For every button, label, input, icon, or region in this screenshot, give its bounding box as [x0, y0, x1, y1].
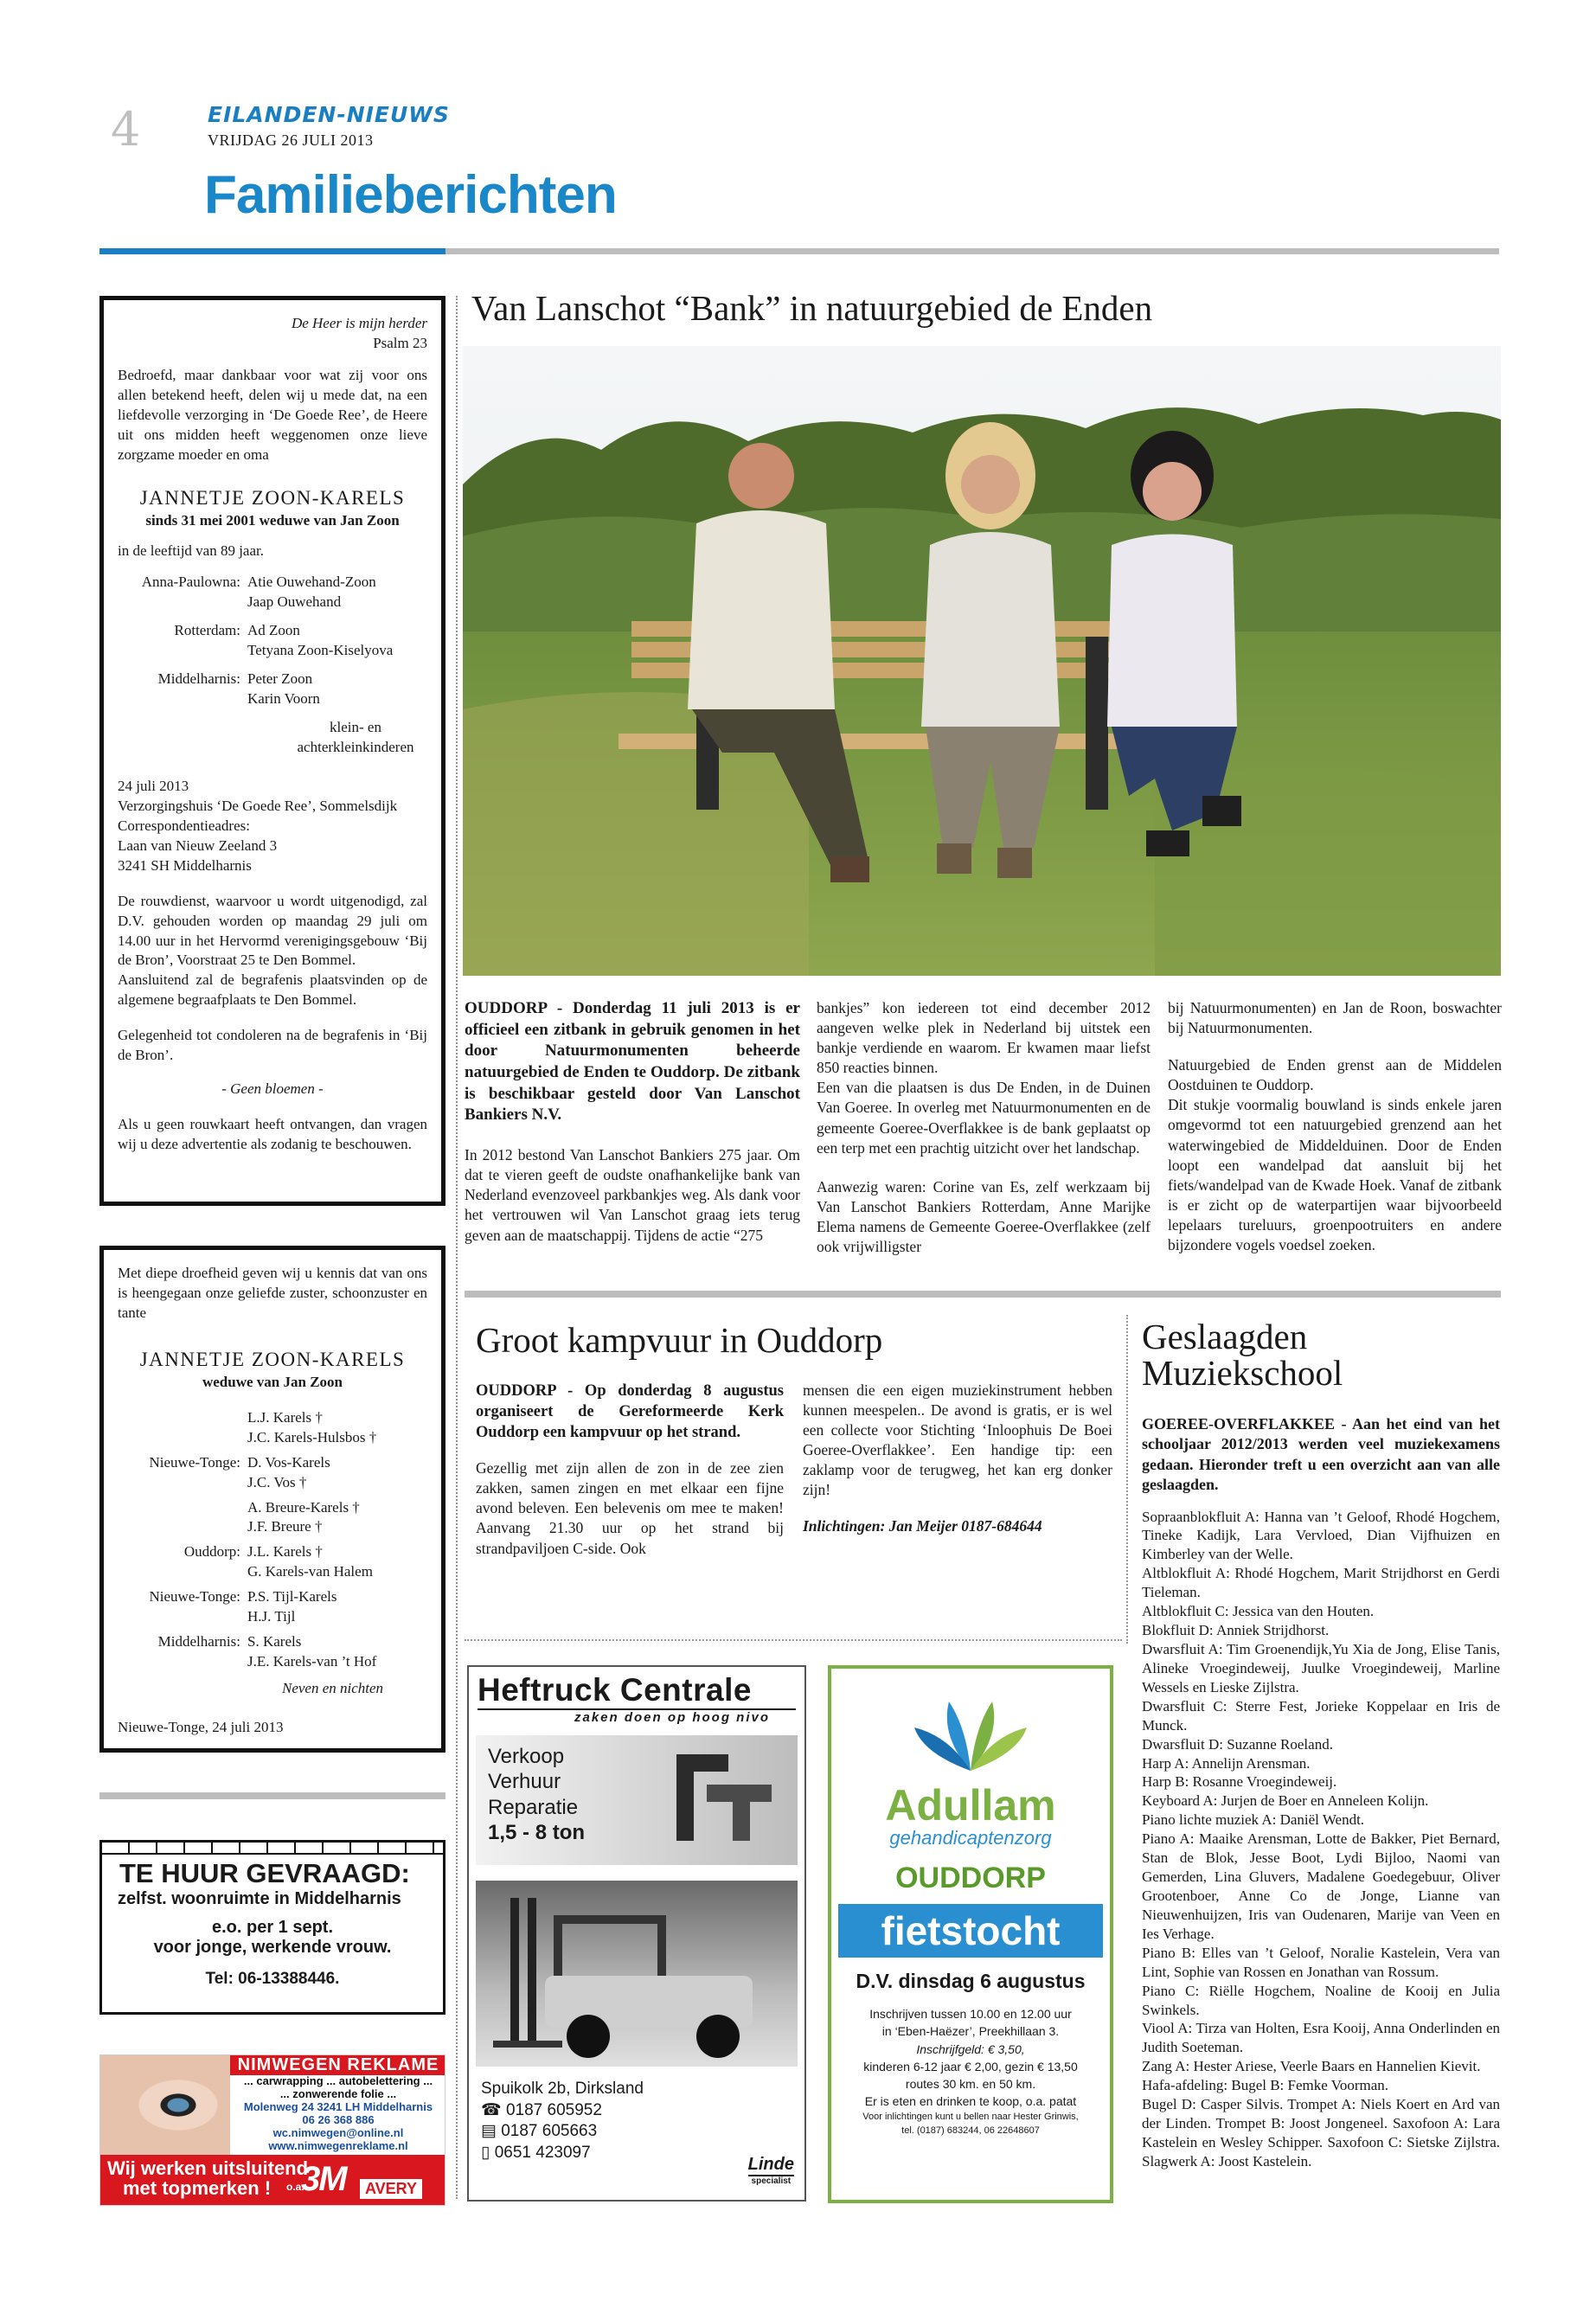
family-row: Nieuwe-Tonge: P.S. Tijl-Karels H.J. Tijl: [149, 1588, 337, 1625]
graduate-line: Viool A: Tirza van Holten, Esra Kooij, Anna Onderlinden en Judith Soeteman.: [1142, 2020, 1500, 2056]
ad-email: wc.nimwegen@online.nl: [272, 2125, 404, 2139]
ad-line: voor jonge, werkende vrouw.: [153, 1938, 392, 1957]
graduate-line: Altblokfluit A: Rhodé Hogchem, Marit Strijdhorst en Gerdi Tieleman.: [1142, 1565, 1500, 1601]
ad-website: www.nimwegenreklame.nl: [268, 2138, 408, 2152]
graduate-line: Zang A: Hester Ariese, Veerle Baars en Hannelien Kievit.: [1142, 2058, 1481, 2075]
address-line: Verzorgingshuis ‘De Goede Ree’, Sommelsdijk: [118, 797, 398, 814]
address-line: 3241 SH Middelharnis: [118, 856, 252, 874]
brand-3m-logo: 3M: [301, 2160, 346, 2198]
closing-text: Als u geen rouwkaart heeft ontvangen, dan vragen wij u deze advertentie als zodanig te beschouwen.: [118, 1116, 427, 1153]
phone-icon: ☎: [481, 2100, 506, 2119]
forklift-photo: [476, 1881, 798, 2067]
ad-line: tel. (0187) 683244, 06 22648607: [901, 2125, 1040, 2136]
quote-text: De Heer is mijn herder: [291, 315, 427, 331]
article3-body: [1142, 1414, 1500, 2171]
fax-icon: ▤: [481, 2122, 502, 2141]
family-row: Middelharnis: Peter Zoon Karin Voorn: [157, 670, 320, 708]
ad-line: ... zonwerende folie ...: [279, 2086, 397, 2100]
article-paragraph: Gezellig met zijn allen de zon in de zee zien zakken, samen zingen en met elkaar een fijne avond beleven. Een belevenis om mee te maken! Aanvang 21.30 uur op het strand bij strandpaviljoen C-side. Ook: [476, 1459, 784, 1557]
family-list: [118, 573, 427, 758]
ad-line: zelfst. woonruimte in Middelharnis: [118, 1889, 401, 1908]
ad-title: NIMWEGEN REKLAME: [230, 2055, 445, 2075]
header-rule-blue: [99, 248, 445, 254]
family-row: Rotterdam: Ad Zoon Tetyana Zoon-Kiselyova: [174, 622, 394, 659]
ad-line: e.o. per 1 sept.: [211, 1918, 334, 1937]
condolence-info: Gelegenheid tot condoleren na de begrafenis in ‘Bij de Bron’.: [118, 1027, 427, 1064]
deceased-subtitle: weduwe van Jan Zoon: [202, 1373, 343, 1390]
deceased-name: JANNETJE ZOON-KARELS: [139, 1348, 406, 1370]
ad-line: Inschrijven tussen 10.00 en 12.00 uur: [869, 2007, 1072, 2021]
ad-fax: ▤ 0187 605663: [481, 2122, 598, 2141]
graduate-line: Bugel D: Casper Silvis. Trompet A: Niels Koert en Ard van der Linden. Trompet B: Joost Jongeneel. Saxofoon A: Lara Kastelein en Wesley Schipper. Saxofoon C: Sietske Zijlstra. Slagwerk A: Joost Kastelein.: [1142, 2096, 1500, 2170]
article-lead: OUDDORP - Donderdag 11 juli 2013 is er officieel een zitbank in gebruik genomen in het door Natuurmonumenten beheerde natuurgebied de Enden te Ouddorp. De zitbank is beschikbaar gesteld door Van Lanschot Bankiers N.V.: [465, 999, 800, 1125]
ad-line: Reparatie: [488, 1795, 579, 1819]
grandchildren: klein- en achterkleinkinderen: [297, 719, 414, 756]
ad-slogan: zaken doen op hoog nivo: [574, 1710, 770, 1725]
ad-mobile: ▯ 0651 423097: [481, 2144, 591, 2163]
section-title: Familieberichten: [204, 165, 617, 225]
heftruck-logo-icon: [668, 1746, 780, 1849]
deceased-name: JANNETJE ZOON-KARELS: [139, 486, 406, 509]
family-row: A. Breure-Karels † J.F. Breure †: [247, 1498, 360, 1535]
ad-date: D.V. dinsdag 6 augustus: [856, 1970, 1086, 1992]
article2-title: Groot kampvuur in Ouddorp: [476, 1320, 883, 1360]
ad-line: Inschrijfgeld: € 3,50,: [916, 2041, 1025, 2056]
notice-intro: Met diepe droefheid geven wij u kennis dat van ons is heengegaan onze geliefde zuster, schoonzuster en tante: [118, 1265, 427, 1321]
family-row: Nieuwe-Tonge: D. Vos-Karels J.C. Vos †: [149, 1453, 330, 1490]
deceased-subtitle: sinds 31 mei 2001 weduwe van Jan Zoon: [145, 511, 400, 529]
ad-phone: Tel: 06-13388446.: [205, 1970, 340, 1988]
forklift-icon: [476, 1881, 799, 2067]
linde-logo: Linde specialist: [747, 2155, 794, 2186]
ad-line: Verhuur: [488, 1770, 561, 1794]
graduate-line: Dwarsfluit D: Suzanne Roeland.: [1142, 1735, 1333, 1753]
ad-title: Heftruck Centrale: [478, 1672, 752, 1708]
ad-title: TE HUUR GEVRAAGD:: [119, 1858, 410, 1888]
ad-line: Verkoop: [488, 1745, 565, 1768]
burial-info: Aansluitend zal de begrafenis plaatsvinden op de algemene begraafplaats te Den Bommel.: [118, 971, 427, 1009]
graduate-line: Piano C: Riëlle Hogchem, Noaline de Kooij en Julia Swinkels.: [1142, 1982, 1500, 2018]
article-paragraph: bij Natuurmonumenten) en Jan de Roon, boswachter bij Natuurmonumenten.: [1168, 999, 1502, 1037]
ad-address: Molenweg 24 3241 LH Middelharnis: [243, 2099, 433, 2113]
article-paragraph: bankjes” kon iedereen tot eind december 2012 aangeven welke plek in Nederland bij uitstek een bankje verdiende en waarom. Er kwamen maar liefst 850 reacties binnen.: [817, 999, 1151, 1077]
header-rule-grey: [445, 248, 1499, 254]
ad-heftruck: [467, 1665, 806, 2202]
ad-adullam: [828, 1665, 1113, 2203]
graduate-line: Dwarsfluit C: Sterre Fest, Jorieke Koppelaar en Iris de Munck.: [1142, 1697, 1500, 1734]
article-lead: GOEREE-OVERFLAKKEE - Aan het eind van het schooljaar 2012/2013 werden veel muziekexamens gedaan. Hieronder treft u een overzicht aan van alle geslaagden.: [1142, 1415, 1500, 1494]
adullam-logo-icon: [906, 1684, 1035, 1779]
ad-town: OUDDORP: [895, 1862, 1046, 1894]
graduate-line: Altblokfluit C: Jessica van den Houten.: [1142, 1603, 1375, 1620]
article-divider: [465, 1291, 1501, 1298]
ad-line: Voor inlichtingen kunt u bellen naar Hester Grinwis,: [862, 2111, 1079, 2122]
article1-title: Van Lanschot “Bank” in natuurgebied de Enden: [471, 288, 1153, 328]
ad-address: Spuikolk 2b, Dirksland: [481, 2080, 644, 2098]
oa-label: o.a.: [286, 2181, 304, 2193]
article-paragraph: Natuurgebied de Enden grenst aan de Middelen Oostduinen te Ouddorp.: [1168, 1056, 1502, 1094]
article1-photo: [463, 346, 1501, 976]
article-contact: Inlichtingen: Jan Meijer 0187-684644: [803, 1516, 1042, 1535]
slogan-line: Wij werken uitsluitend: [107, 2157, 309, 2179]
ad-line: kinderen 6-12 jaar € 2,00, gezin € 13,50: [863, 2059, 1078, 2073]
column-separator-2: [1126, 1315, 1128, 1644]
article3-title: Geslaagden Muziekschool: [1142, 1317, 1343, 1393]
address-line: Laan van Nieuw Zeeland 3: [118, 836, 278, 854]
graduate-line: Sopraanblokfluit A: Hanna van ’t Geloof, Rhodé Hogchem, Tineke Kadijk, Lara Vervloed, Dian Vijfhuizen en Kimberley van der Welle.: [1142, 1508, 1500, 1563]
graduate-line: Harp A: Annelijn Arensman.: [1142, 1754, 1311, 1772]
ad-line: Er is eten en drinken te koop, o.a. patat: [864, 2094, 1077, 2109]
graduate-line: Keyboard A: Jurjen de Boer en Anneleen Kolijn.: [1142, 1792, 1429, 1810]
article-lead: OUDDORP - Op donderdag 8 augustus organiseert de Gereformeerde Kerk Ouddorp een kampvuur op het strand.: [476, 1382, 784, 1442]
family-list: [118, 1408, 427, 1699]
article-divider-dotted: [465, 1639, 1122, 1641]
ad-line: routes 30 km. en 50 km.: [905, 2077, 1036, 2092]
ad-phone: ☎ 0187 605952: [481, 2100, 602, 2119]
graduate-line: Blokfluit D: Anniek Strijdhorst.: [1142, 1622, 1330, 1639]
notice-date: 24 juli 2013: [118, 777, 189, 794]
article2-col1: [476, 1381, 784, 1569]
family-row: L.J. Karels † J.C. Karels-Hulsbos †: [247, 1408, 377, 1445]
graduate-line: Hafa-afdeling: Bugel B: Femke Voorman.: [1142, 2077, 1389, 2094]
org-name: Adullam: [885, 1781, 1056, 1830]
ad-tons: 1,5 - 8 ton: [488, 1820, 586, 1844]
page-number: 4: [111, 102, 141, 157]
notice-footer: Nieuwe-Tonge, 24 juli 2013: [118, 1718, 284, 1735]
column-separator: [456, 296, 458, 2199]
ad-line: ... carwrapping ... autobelettering ...: [243, 2074, 433, 2087]
ad-slogan-band: [100, 2155, 445, 2206]
family-row: Middelharnis: S. Karels J.E. Karels-van ’t Hof: [157, 1633, 377, 1670]
ad-border-deco: [102, 1843, 443, 1855]
quote-source: Psalm 23: [373, 334, 427, 351]
graduate-line: Piano B: Elles van ’t Geloof, Noralie Kastelein, Vera van Lint, Sophie van Rossen en Jonathan van Rossum.: [1142, 1944, 1500, 1980]
slogan-line: met topmerken !: [123, 2177, 272, 2200]
article1-col1: [465, 998, 800, 1256]
service-info: De rouwdienst, waarvoor u wordt uitgenodigd, zal D.V. gehouden worden op maandag 29 juli om 14.00 uur in het Hervormd verenigingsgebouw ‘Bij de Bron’, Voorstraat 25 te Den Bommel.: [118, 892, 427, 969]
org-subtitle: gehandicaptenzorg: [889, 1827, 1052, 1849]
bench-photo-svg: [463, 346, 1501, 976]
dateline: VRIJDAG 26 JULI 2013: [208, 131, 374, 149]
ad-phone: 06 26 368 886: [302, 2112, 375, 2126]
article1-col2: [817, 998, 1151, 1267]
article1-col3: [1168, 998, 1502, 1266]
death-notice-1: [99, 296, 445, 1206]
graduate-line: Harp B: Rosanne Vroegindeweij.: [1142, 1773, 1337, 1791]
ad-line: in ‘Eben-Haëzer’, Preekhillaan 3.: [881, 2024, 1060, 2039]
article-paragraph: mensen die een eigen muziekinstrument hebben kunnen meespelen.. De avond is gratis, er is wel een collecte voor Stichting ‘Inloophuis De Boei Goeree-Overflakkee’. Een handige tip: een zaklamp voor de terugweg, het kan erg donker zijn!: [803, 1381, 1112, 1499]
family-row: Ouddorp: J.L. Karels † G. Karels-van Halem: [183, 1543, 373, 1580]
brand-avery-logo: AVERY: [360, 2179, 422, 2199]
ad-te-huur: [99, 1840, 445, 2015]
eye-image: [100, 2055, 230, 2155]
column-rule: [99, 1792, 445, 1799]
ad-banner: [476, 1735, 798, 1865]
article-paragraph: In 2012 bestond Van Lanschot Bankiers 275 jaar. Om dat te vieren geeft de oudste onafhankelijke bank van Nederland evenzoveel parkbankjes weg. Als dank voor het vertrouwen wil Van Lanschot graag iets terug geven aan de maatschappij. Tijdens de actie “275: [465, 1146, 800, 1244]
graduate-line: Piano lichte muziek A: Daniël Wendt.: [1142, 1811, 1365, 1829]
article-paragraph: Dit stukje voormalig bouwland is sinds enkele jaren omgevormd tot een natuurgebied grenzend aan het waterwingebied de Middelduinen. Door de Enden loopt een wandelpad dat aansluit bij het fiets/wandelpad van de Kwade Hoek. Vanaf de zitbank is er zicht op de waterpartijen waar bijvoorbeeld lepelaars tureluurs, groenpootruiters en andere bijzondere vogels voedsel zoeken.: [1168, 1096, 1502, 1254]
article-paragraph: Aanwezig waren: Corine van Es, zelf werkzaam bij Van Lanschot Bankiers Rotterdam, Anne Marijke Elema namens de Gemeente Goeree-Overflakkee (zelf ook vrijwilligster: [817, 1177, 1151, 1256]
article-paragraph: Een van die plaatsen is dus De Enden, in de Duinen Van Goeree. In overleg met Natuurmonumenten en de gemeente Goeree-Overflakkee is de bank geplaatst op een terp met een prachtig uitzicht over het landschap.: [817, 1079, 1151, 1157]
graduate-line: Dwarsfluit A: Tim Groenendijk,Yu Xia de Jong, Elise Tanis, Alineke Vroegindeweij, Juulke Vroegindeweij, Marline Wessels en Lieske Zijlstra.: [1142, 1641, 1500, 1695]
mobile-icon: ▯: [481, 2144, 495, 2163]
notice-intro: Bedroefd, maar dankbaar voor wat zij voor ons allen betekend heeft, delen wij u mede dat, na een liefdevolle verzorging in ‘De Goede Ree’, de Heere uit ons midden heeft weggenomen onze lieve zorgzame moeder en oma: [118, 366, 427, 463]
ad-event: fietstocht: [838, 1904, 1103, 1958]
article2-col2: [803, 1381, 1112, 1547]
address-line: Correspondentieadres:: [118, 817, 250, 834]
masthead: EILANDEN-NIEUWS: [208, 102, 450, 127]
ad-nimwegen: [99, 2054, 445, 2206]
nephews-nieces: Neven en nichten: [282, 1680, 384, 1697]
deceased-age: in de leeftijd van 89 jaar.: [118, 542, 264, 559]
no-flowers: - Geen bloemen -: [221, 1080, 324, 1098]
graduate-line: Piano A: Maaike Arensman, Lotte de Bakker, Piet Bernard, Stan de Blok, Jesse Boot, Lydi Bijloo, Naomi van Gemerden, Lina Gluvers, Madalene Goedegebuur, Oliver Grootenboer, Anne Co de Jonge, Lianne van Nieuwenhuijzen, Iris van Oudenaren, Marije van Veen en Ies Verhage.: [1142, 1830, 1500, 1942]
family-row: Anna-Paulowna: Atie Ouwehand-Zoon Jaap Ouwehand: [141, 574, 376, 611]
death-notice-2: [99, 1246, 445, 1753]
